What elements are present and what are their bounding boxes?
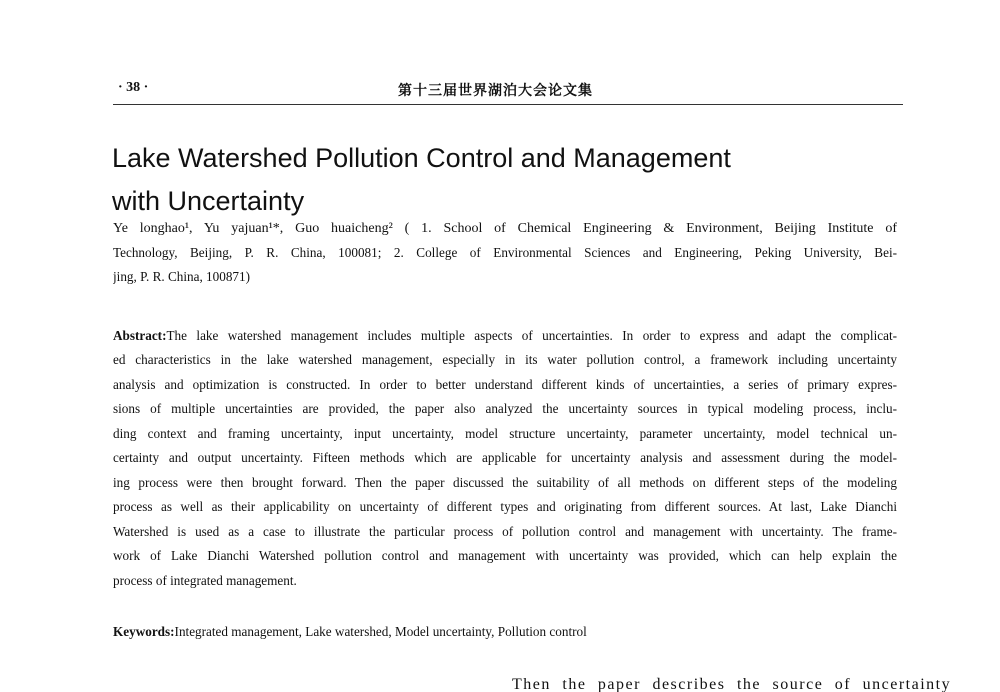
page-number: · 38 · [118, 80, 149, 95]
abstract-line: process as well as their applicability on uncertainty of different types and originating from different sources. At last, Lake Dianchi [113, 499, 897, 514]
paper-title-line-1: Lake Watershed Pollution Control and Management [112, 143, 731, 173]
abstract-label: Abstract: [113, 328, 167, 343]
abstract-text: The lake watershed management includes multiple aspects of uncertainties. In order to express and adapt the complicat- [166, 328, 897, 343]
keywords [113, 624, 587, 640]
paper-title-line-2: with Uncertainty [112, 186, 305, 216]
abstract-line: Watershed is used as a case to illustrate the particular process of pollution control and management with uncertainty. The frame- [113, 524, 897, 539]
abstract-line: ing process were then brought forward. Then the paper discussed the suitability of all methods on different steps of the modeling [113, 475, 897, 490]
running-header: 第十三届世界湖泊大会论文集 [398, 84, 593, 99]
header-rule [113, 104, 903, 105]
abstract-line: process of integrated management. [113, 573, 297, 588]
keywords-text: Integrated management, Lake watershed, Model uncertainty, Pollution control [174, 624, 587, 639]
abstract-line: ed characteristics in the lake watershed management, especially in its water pollution control, a framework including uncertainty [113, 352, 897, 367]
abstract-line: certainty and output uncertainty. Fifteen methods which are applicable for uncertainty analysis and assessment during the model- [113, 450, 897, 465]
keywords-label: Keywords: [113, 624, 175, 639]
abstract-line: work of Lake Dianchi Watershed pollution control and management with uncertainty was provided, which can help explain the [113, 548, 897, 563]
abstract-line: sions of multiple uncertainties are provided, the paper also analyzed the uncertainty sources in typical modeling process, inclu- [113, 401, 897, 416]
abstract-line: analysis and optimization is constructed. In order to better understand different kinds of uncertainties, a series of primary expres- [113, 377, 897, 392]
authors-line-3: jing, P. R. China, 100871) [113, 269, 251, 284]
body-text-start: Then the paper describes the source of uncertainty [512, 676, 952, 692]
authors-line-2: Technology, Beijing, P. R. China, 100081; 2. College of Environmental Sciences and Engineering, Peking University, Bei- [113, 245, 897, 260]
authors-line-1: Ye longhao¹, Yu yajuan¹*, Guo huaicheng² ( 1. School of Chemical Engineering & Environment, Beijing Institute of [113, 221, 897, 236]
abstract-line: ding context and framing uncertainty, input uncertainty, model structure uncertainty, parameter uncertainty, model technical un- [113, 426, 897, 441]
abstract-line-1 [113, 327, 897, 345]
